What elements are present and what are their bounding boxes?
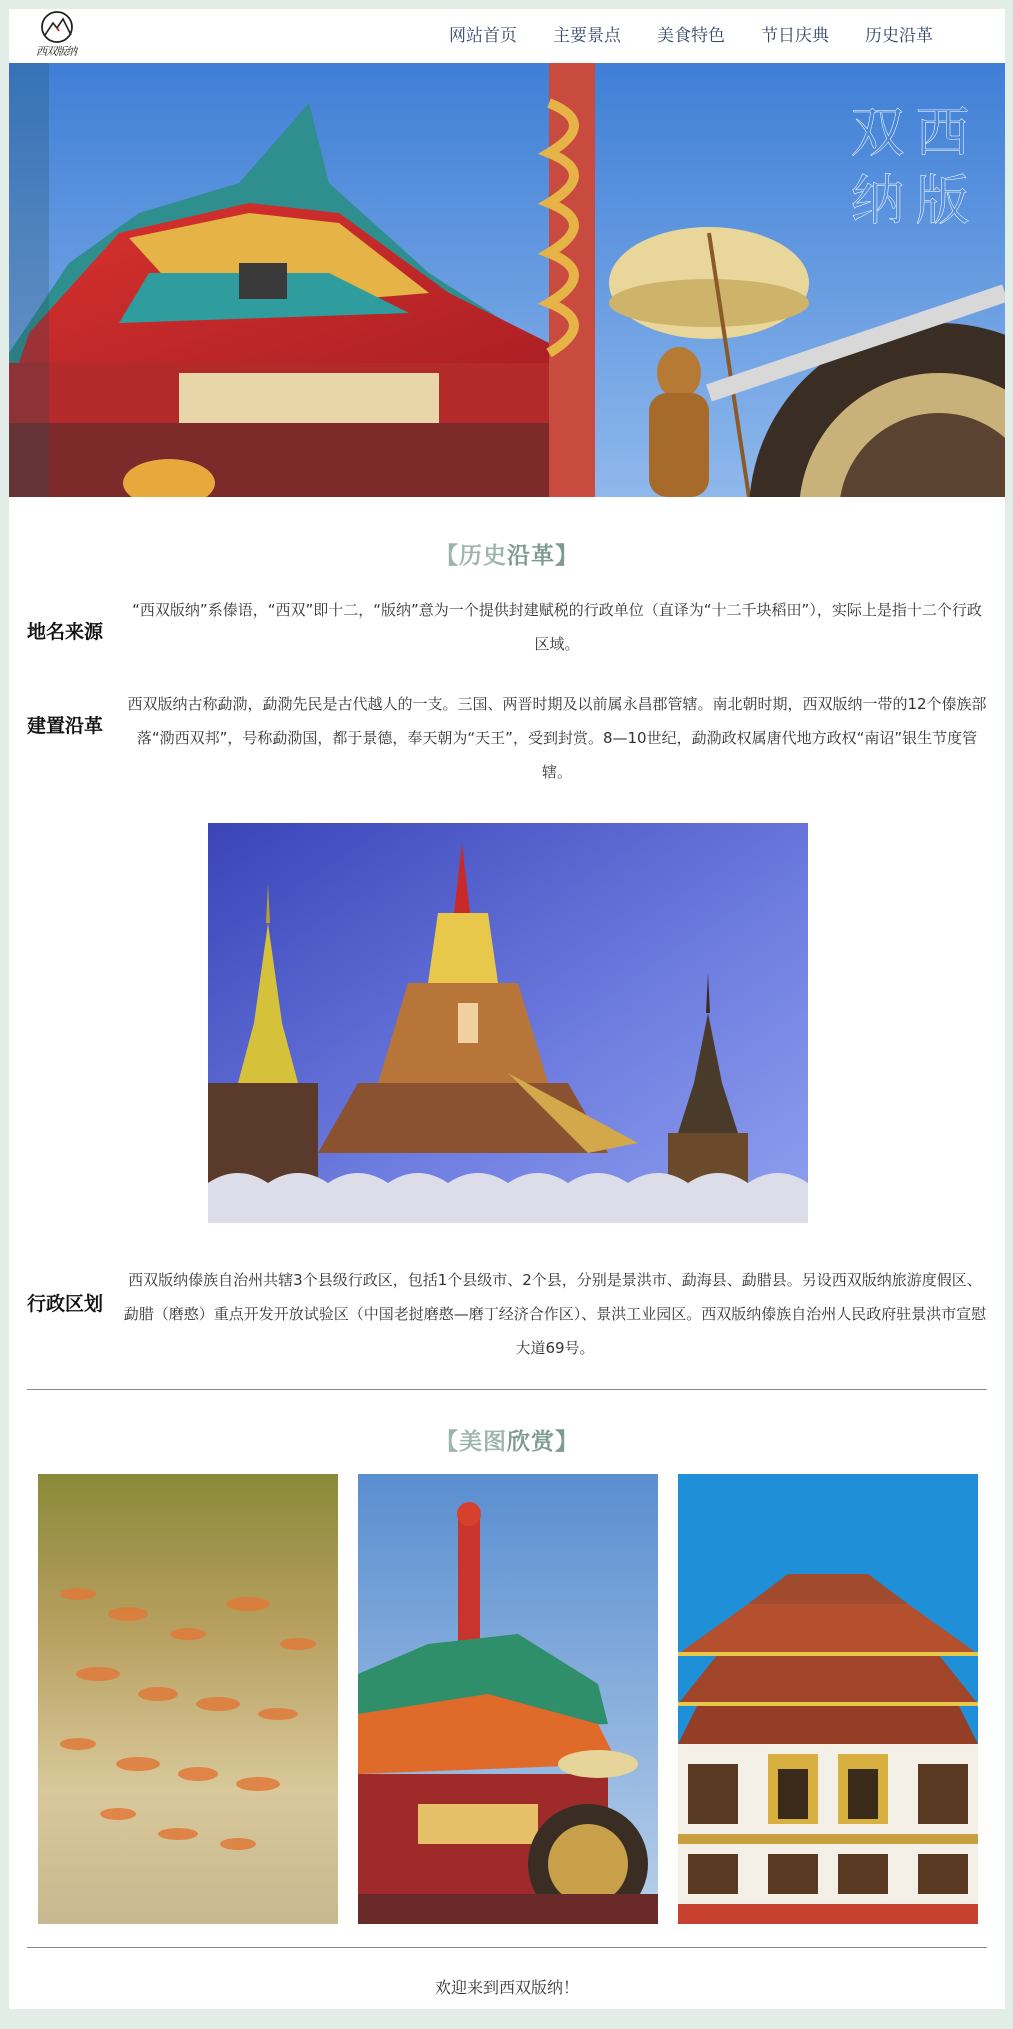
dai-temple-image	[678, 1474, 978, 1924]
row-text: “西双版纳”系傣语，“西双”即十二，“版纳”意为一个提供封建赋税的行政单位（直译为“十二千块稻田”），实际上是指十二个行政区域。	[132, 601, 982, 653]
history-row-origin	[27, 593, 987, 673]
row-text: 西双版纳古称勐泐，勐泐先民是古代越人的一支。三国、两晋时期及以前属永昌郡管辖。南北朝时期，西双版纳一带的12个傣族部落“泐西双邦”，号称勐泐国，都于景德，奉天朝为“天王”，受到封赏。8—10世纪，勐泐政权属唐代地方政权“南诏”银生节度管辖。	[127, 695, 987, 781]
banner-char: 西	[915, 101, 970, 164]
history-row-divisions	[27, 1263, 987, 1373]
banner-title	[845, 99, 975, 235]
row-text: 西双版纳傣族自治州共辖3个县级行政区，包括1个县级市、2个县，分别是景洪市、勐海县、勐腊县。另设西双版纳旅游度假区、勐腊（磨憨）重点开发开放试验区（中国老挝磨憨—磨丁经济合作区）、景洪工业园区。西双版纳傣族自治州人民政府驻景洪市宣慰大道69号。	[123, 1271, 987, 1357]
pagoda-photo	[208, 823, 808, 1223]
history-title-open: 【历史	[435, 543, 507, 569]
footer-welcome-text: 欢迎来到西双版纳！	[434, 1978, 579, 1997]
row-label: 建置沿革	[27, 715, 104, 737]
nav-festivals[interactable]: 节日庆典	[761, 26, 829, 46]
gallery-photo-dai-temple[interactable]	[678, 1474, 978, 1924]
koi-fish-image	[38, 1474, 338, 1924]
gallery-title-open: 【美图	[435, 1429, 507, 1455]
main-nav	[449, 9, 969, 63]
row-label: 地名来源	[27, 621, 104, 643]
banner-char: 版	[915, 169, 970, 232]
gallery-photo-fish[interactable]	[38, 1474, 338, 1924]
history-row-establishment	[27, 687, 987, 797]
nav-attractions[interactable]: 主要景点	[553, 26, 621, 46]
section-divider	[27, 1389, 987, 1390]
pagoda-image	[208, 823, 808, 1223]
header	[9, 9, 1005, 63]
nav-history[interactable]: 历史沿革	[865, 26, 933, 46]
gallery-section-title	[9, 1423, 1005, 1456]
nav-food[interactable]: 美食特色	[657, 26, 725, 46]
page	[9, 9, 1005, 2009]
nav-home[interactable]: 网站首页	[449, 26, 517, 46]
temple-gate-image	[358, 1474, 658, 1924]
logo-mountain-icon	[27, 9, 85, 43]
banner-char: 纳	[850, 169, 905, 232]
history-title-close: 沿革】	[507, 543, 579, 569]
history-section-title	[9, 537, 1005, 570]
row-label: 行政区划	[27, 1293, 104, 1315]
logo-text: 西双版纳	[36, 45, 76, 58]
gallery-photo-temple-gate[interactable]	[358, 1474, 658, 1924]
site-logo[interactable]	[27, 9, 85, 63]
hero-banner	[9, 63, 1005, 497]
footer-divider	[27, 1947, 987, 1948]
gallery-title-close: 欣赏】	[507, 1429, 579, 1455]
banner-char: 双	[850, 101, 905, 164]
